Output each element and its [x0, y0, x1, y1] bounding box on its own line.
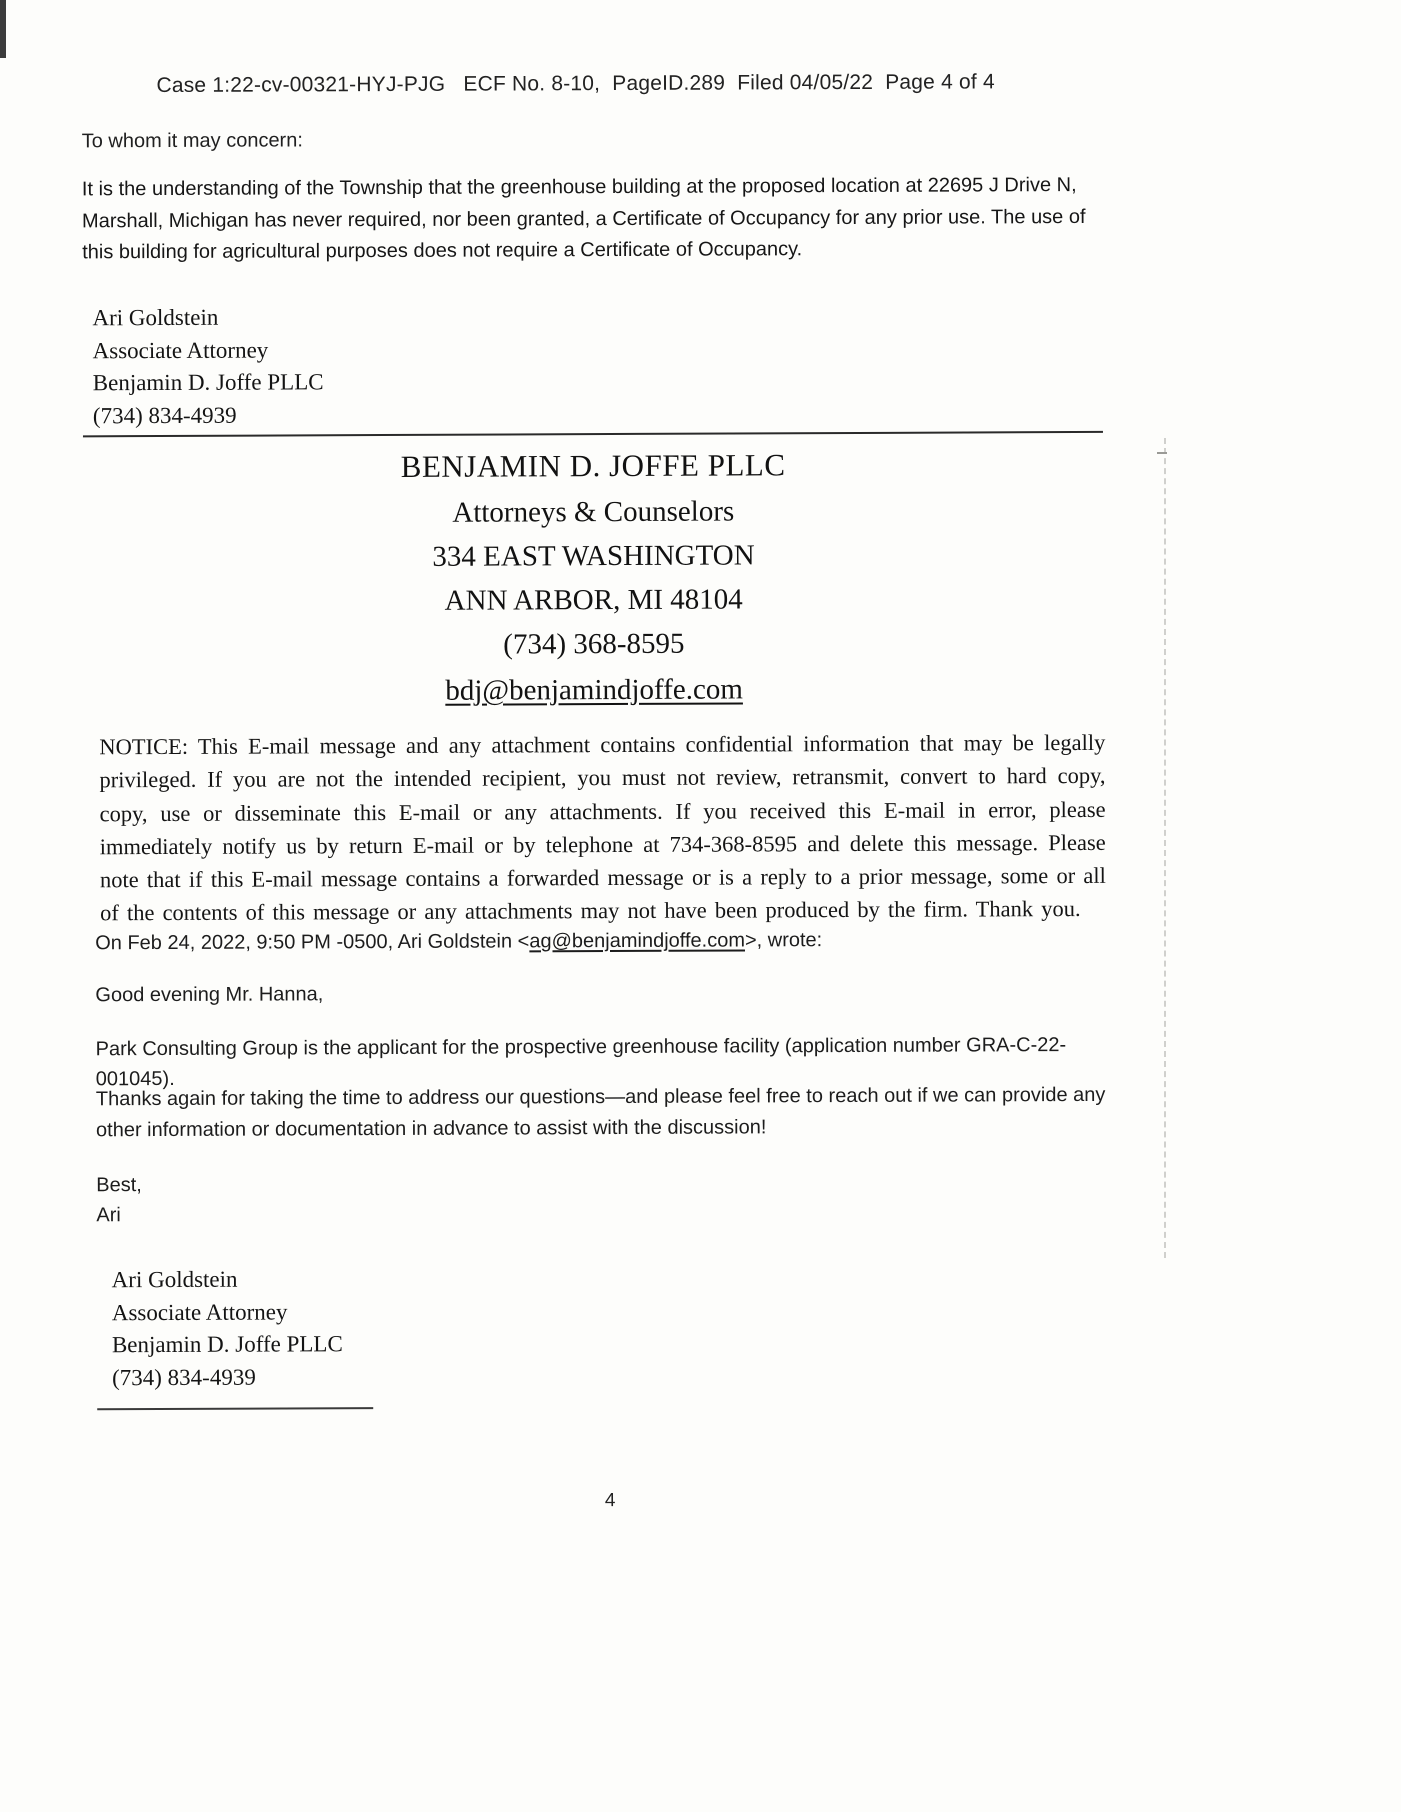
sender-email-link[interactable]: ag@benjamindjoffe.com: [529, 929, 746, 953]
page-number: 4: [604, 1490, 616, 1512]
email-greeting: Good evening Mr. Hanna,: [95, 983, 324, 1007]
quoted-message-header: [95, 929, 822, 955]
signer-name: Ari Goldstein: [111, 1266, 238, 1293]
letterhead-email-link[interactable]: bdj@benjamindjoffe.com: [445, 673, 743, 707]
signer-name: Ari Goldstein: [92, 304, 219, 331]
letterhead-tagline: Attorneys & Counselors: [452, 495, 735, 529]
closing-word: Best,: [96, 1174, 142, 1197]
letterhead-firm-name: BENJAMIN D. JOFFE PLLC: [400, 447, 786, 484]
court-case-header: Case 1:22-cv-00321-HYJ-PJG ECF No. 8-10, PageID.289 Filed 04/05/22 Page 4 of 4: [156, 70, 995, 98]
signer-firm: Benjamin D. Joffe PLLC: [92, 369, 324, 396]
email-paragraph-applicant: Park Consulting Group is the applicant for the prospective greenhouse facility (application number GRA-C-22-001045).: [95, 1034, 1067, 1091]
signer-firm: Benjamin D. Joffe PLLC: [111, 1331, 343, 1358]
email-closing: [96, 1170, 142, 1230]
signer-title: Associate Attorney: [111, 1299, 288, 1325]
letter-body-paragraph: It is the understanding of the Township that the greenhouse building at the proposed location at 22695 J Drive N, Marshall, Michigan has never required, nor been granted, a Certificate of Occupancy for any prior use. The use of this building for agricultural purposes does not require a Certificate of Occupancy.: [81, 174, 1086, 264]
closing-name: Ari: [96, 1204, 121, 1227]
signer-phone: (734) 834-4939: [112, 1364, 256, 1391]
quoted-header-suffix: >, wrote:: [744, 929, 823, 952]
signer-title: Associate Attorney: [92, 337, 269, 363]
signature-block-top: [92, 301, 323, 433]
signature-block-bottom: [112, 1263, 343, 1395]
signer-phone: (734) 834-4939: [92, 402, 237, 429]
quoted-header-prefix: On Feb 24, 2022, 9:50 PM -0500, Ari Goldstein <: [95, 930, 530, 955]
letterhead-address-line2: ANN ARBOR, MI 48104: [444, 583, 743, 617]
letterhead-phone: (734) 368-8595: [503, 627, 685, 661]
salutation: To whom it may concern:: [81, 129, 303, 153]
firm-letterhead: [83, 446, 1104, 709]
letterhead-address-line1: 334 EAST WASHINGTON: [432, 539, 755, 573]
signature-divider: [97, 1407, 373, 1410]
email-paragraph-thanks: Thanks again for taking the time to address our questions—and please feel free to reach out if we can provide any other information or documentation in advance to assist with the discussion!: [95, 1083, 1106, 1142]
confidentiality-notice: NOTICE: This E-mail message and any attachment contains confidential information that may be legally privileged. If you are not the intended recipient, you must not review, retransmit, convert to hard copy, copy, use or disseminate this E-mail or any attachments. If you received this E-mail in error, please immediately notify us by return E-mail or by telephone at 734-368-8595 and delete this message. Please note that if this E-mail message contains a forwarded message or is a reply to a prior message, some or all of the contents of this message or any attachments may not have been produced by the firm. Thank you.: [99, 729, 1106, 926]
